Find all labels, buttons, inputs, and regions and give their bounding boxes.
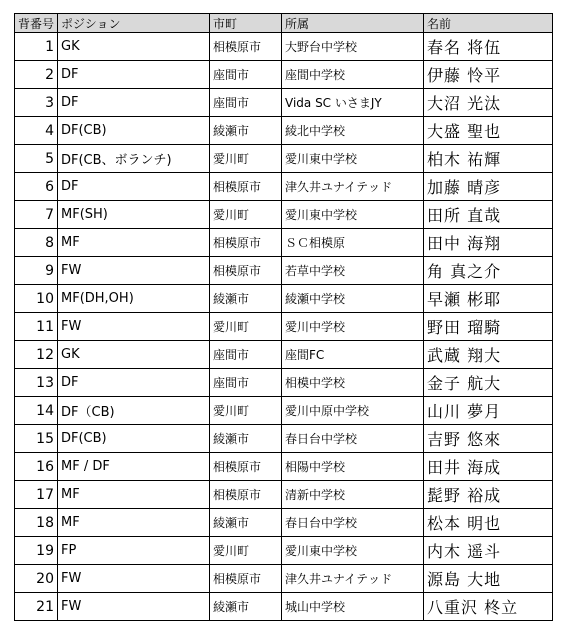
player-number-cell: 17 (15, 481, 58, 509)
table-row (15, 453, 553, 481)
player-city-cell: 相模原市 (210, 453, 282, 481)
player-name-cell: 源島 大地 (424, 565, 553, 593)
player-name-cell: 大盛 聖也 (424, 117, 553, 145)
header-position: ポジション (58, 14, 210, 33)
player-club-cell: 愛川中学校 (282, 313, 424, 341)
player-city-cell: 綾瀬市 (210, 593, 282, 621)
player-city-cell: 綾瀬市 (210, 425, 282, 453)
table-row (15, 201, 553, 229)
player-position-cell: DF(CB) (58, 425, 210, 453)
player-club-cell: 愛川東中学校 (282, 201, 424, 229)
player-position-cell: GK (58, 33, 210, 61)
table-row (15, 369, 553, 397)
player-city-cell: 相模原市 (210, 173, 282, 201)
player-number-cell: 15 (15, 425, 58, 453)
table-row (15, 565, 553, 593)
table-row (15, 341, 553, 369)
player-name-cell: 野田 瑠騎 (424, 313, 553, 341)
player-city-cell: 愛川町 (210, 145, 282, 173)
player-number-cell: 1 (15, 33, 58, 61)
player-number-cell: 3 (15, 89, 58, 117)
player-number-cell: 10 (15, 285, 58, 313)
player-city-cell: 綾瀬市 (210, 117, 282, 145)
roster-table (14, 13, 553, 621)
player-position-cell: DF(CB) (58, 117, 210, 145)
player-number-cell: 18 (15, 509, 58, 537)
player-number-cell: 5 (15, 145, 58, 173)
player-city-cell: 愛川町 (210, 397, 282, 425)
player-name-cell: 吉野 悠來 (424, 425, 553, 453)
player-city-cell: 綾瀬市 (210, 285, 282, 313)
player-city-cell: 座間市 (210, 341, 282, 369)
table-row (15, 481, 553, 509)
player-number-cell: 9 (15, 257, 58, 285)
player-number-cell: 19 (15, 537, 58, 565)
header-number: 背番号 (15, 14, 58, 33)
player-number-cell: 20 (15, 565, 58, 593)
player-number-cell: 14 (15, 397, 58, 425)
player-club-cell: Vida SC いさまJY (282, 89, 424, 117)
player-city-cell: 相模原市 (210, 257, 282, 285)
player-position-cell: FW (58, 313, 210, 341)
player-name-cell: 内木 遥斗 (424, 537, 553, 565)
player-name-cell: 田中 海翔 (424, 229, 553, 257)
player-club-cell: 大野台中学校 (282, 33, 424, 61)
player-club-cell: 愛川東中学校 (282, 537, 424, 565)
player-position-cell: GK (58, 341, 210, 369)
player-name-cell: 髭野 裕成 (424, 481, 553, 509)
table-row (15, 537, 553, 565)
player-position-cell: FW (58, 593, 210, 621)
player-number-cell: 21 (15, 593, 58, 621)
player-name-cell: 山川 夢月 (424, 397, 553, 425)
player-name-cell: 角 真之介 (424, 257, 553, 285)
table-row (15, 509, 553, 537)
player-name-cell: 柏木 祐輝 (424, 145, 553, 173)
player-city-cell: 相模原市 (210, 481, 282, 509)
table-row (15, 33, 553, 61)
table-row (15, 313, 553, 341)
player-position-cell: FW (58, 257, 210, 285)
player-name-cell: 加藤 晴彦 (424, 173, 553, 201)
player-club-cell: 綾瀬中学校 (282, 285, 424, 313)
table-row (15, 229, 553, 257)
roster-body (15, 33, 553, 621)
player-number-cell: 8 (15, 229, 58, 257)
player-position-cell: DF (58, 369, 210, 397)
player-number-cell: 2 (15, 61, 58, 89)
player-name-cell: 春名 将伍 (424, 33, 553, 61)
player-number-cell: 6 (15, 173, 58, 201)
player-club-cell: 津久井ユナイテッド (282, 173, 424, 201)
table-row (15, 285, 553, 313)
player-club-cell: 相陽中学校 (282, 453, 424, 481)
player-name-cell: 伊藤 怜平 (424, 61, 553, 89)
player-position-cell: DF (58, 89, 210, 117)
player-club-cell: 清新中学校 (282, 481, 424, 509)
player-city-cell: 座間市 (210, 61, 282, 89)
player-club-cell: 愛川東中学校 (282, 145, 424, 173)
player-position-cell: MF (58, 229, 210, 257)
player-club-cell: 相模中学校 (282, 369, 424, 397)
header-name: 名前 (424, 14, 553, 33)
player-club-cell: 春日台中学校 (282, 425, 424, 453)
player-city-cell: 相模原市 (210, 229, 282, 257)
header-row (15, 14, 553, 33)
player-city-cell: 座間市 (210, 369, 282, 397)
player-club-cell: ＳＣ相模原 (282, 229, 424, 257)
player-name-cell: 大沼 光汰 (424, 89, 553, 117)
player-position-cell: MF(SH) (58, 201, 210, 229)
table-row (15, 145, 553, 173)
player-club-cell: 座間中学校 (282, 61, 424, 89)
player-position-cell: MF(DH,OH) (58, 285, 210, 313)
table-row (15, 89, 553, 117)
player-name-cell: 田井 海成 (424, 453, 553, 481)
player-city-cell: 座間市 (210, 89, 282, 117)
player-club-cell: 若草中学校 (282, 257, 424, 285)
player-city-cell: 愛川町 (210, 537, 282, 565)
player-city-cell: 綾瀬市 (210, 509, 282, 537)
player-name-cell: 金子 航大 (424, 369, 553, 397)
header-city: 市町 (210, 14, 282, 33)
table-row (15, 425, 553, 453)
player-position-cell: MF (58, 481, 210, 509)
table-row (15, 593, 553, 621)
table-row (15, 397, 553, 425)
player-club-cell: 津久井ユナイテッド (282, 565, 424, 593)
player-city-cell: 相模原市 (210, 33, 282, 61)
player-name-cell: 松本 明也 (424, 509, 553, 537)
player-position-cell: DF（CB) (58, 397, 210, 425)
player-number-cell: 11 (15, 313, 58, 341)
player-club-cell: 城山中学校 (282, 593, 424, 621)
player-position-cell: FP (58, 537, 210, 565)
header-club: 所属 (282, 14, 424, 33)
player-number-cell: 7 (15, 201, 58, 229)
player-number-cell: 16 (15, 453, 58, 481)
player-position-cell: DF(CB、ボランチ) (58, 145, 210, 173)
table-row (15, 257, 553, 285)
player-club-cell: 座間FC (282, 341, 424, 369)
player-position-cell: DF (58, 61, 210, 89)
player-club-cell: 春日台中学校 (282, 509, 424, 537)
player-position-cell: MF (58, 509, 210, 537)
player-position-cell: DF (58, 173, 210, 201)
player-city-cell: 愛川町 (210, 201, 282, 229)
player-position-cell: FW (58, 565, 210, 593)
player-position-cell: MF / DF (58, 453, 210, 481)
player-name-cell: 早瀬 彬耶 (424, 285, 553, 313)
player-name-cell: 武蔵 翔大 (424, 341, 553, 369)
player-number-cell: 12 (15, 341, 58, 369)
player-number-cell: 13 (15, 369, 58, 397)
player-club-cell: 愛川中原中学校 (282, 397, 424, 425)
player-club-cell: 綾北中学校 (282, 117, 424, 145)
player-number-cell: 4 (15, 117, 58, 145)
table-row (15, 173, 553, 201)
player-name-cell: 田所 直哉 (424, 201, 553, 229)
table-row (15, 61, 553, 89)
player-city-cell: 愛川町 (210, 313, 282, 341)
table-row (15, 117, 553, 145)
player-city-cell: 相模原市 (210, 565, 282, 593)
player-name-cell: 八重沢 柊立 (424, 593, 553, 621)
